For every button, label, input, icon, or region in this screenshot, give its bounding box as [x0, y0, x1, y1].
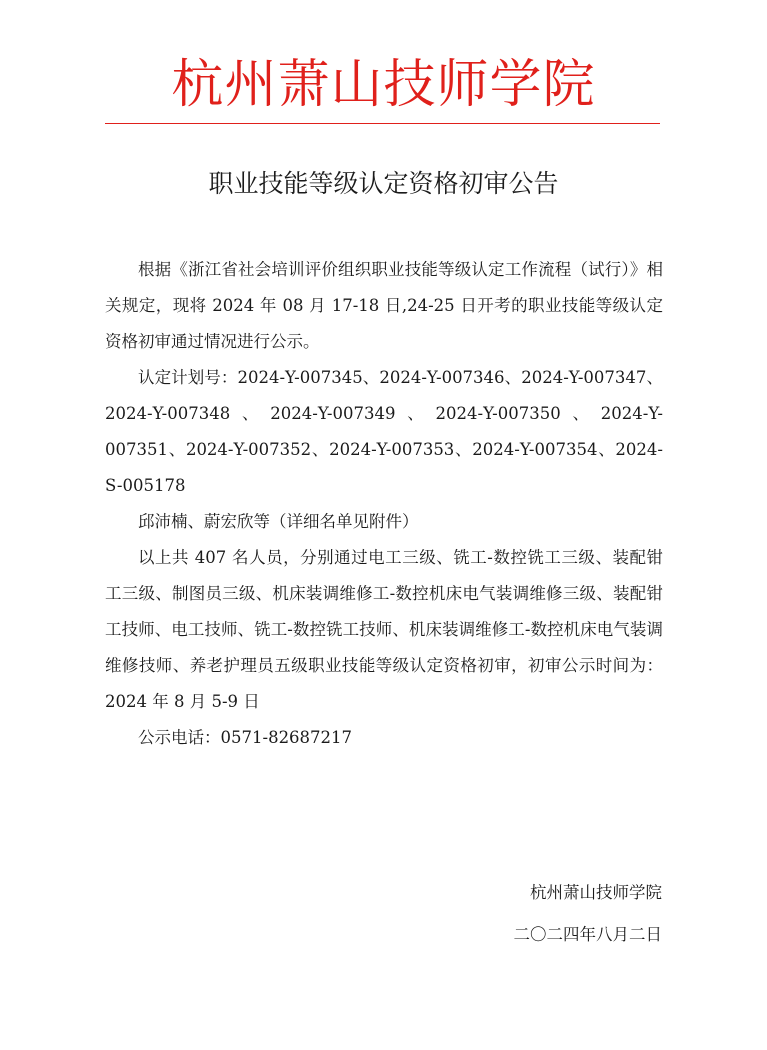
paragraph-plan-numbers: 认定计划号：2024-Y-007345、2024-Y-007346、2024-Y-007347、2024-Y-007348、2024-Y-007349、2024-Y-007350、2024-Y-007351、2024-Y-007352、2024-Y-007353、2024-Y-007354、2024-S-005178: [105, 368, 663, 495]
paragraph-names: 邱沛楠、蔚宏欣等（详细名单见附件）: [138, 512, 419, 531]
signature-organization: 杭州萧山技师学院: [530, 883, 662, 902]
document-body: [105, 252, 663, 756]
organization-header: 杭州萧山技师学院: [171, 55, 596, 115]
signature-date: 二〇二四年八月二日: [513, 925, 662, 944]
paragraph-summary: 以上共 407 名人员，分别通过电工三级、铣工-数控铣工三级、装配钳工三级、制图员三级、机床装调维修工-数控机床电气装调维修三级、装配钳工技师、电工技师、铣工-数控铣工技师、机床装调维修工-数控机床电气装调维修技师、养老护理员五级职业技能等级认定资格初审，初审公示时间为：2024 年 8 月 5-9 日: [105, 548, 663, 711]
header-divider: [105, 123, 660, 124]
document-title: 职业技能等级认定资格初审公告: [208, 169, 559, 198]
paragraph-phone: 公示电话：0571-82687217: [138, 728, 353, 747]
paragraph-intro: 根据《浙江省社会培训评价组织职业技能等级认定工作流程（试行）》相关规定，现将 2024 年 08 月 17-18 日,24-25 日开考的职业技能等级认定资格初审通过情况进行公示。: [105, 260, 663, 351]
